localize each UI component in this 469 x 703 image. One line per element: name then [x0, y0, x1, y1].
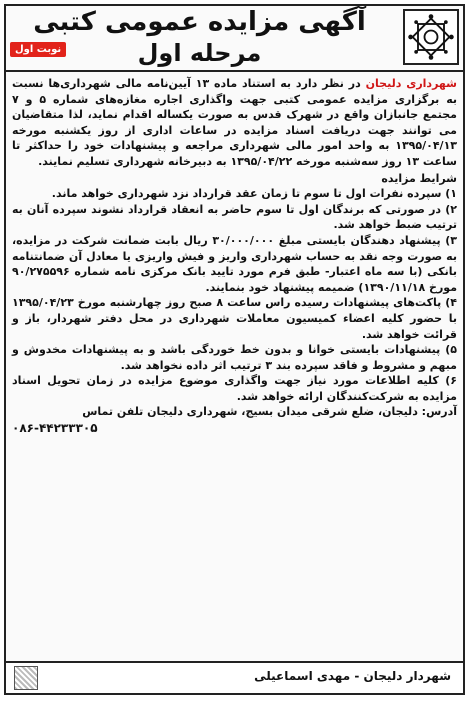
condition-item: ۴) پاکت‌های پیشنهادات رسیده راس ساعت ۸ صبح روز چهارشنبه مورخ ۱۳۹۵/۰۴/۲۳ با حضور کلیه اعضاء کمیسیون معاملات شهرداری در محل دفتر شهردار، باز و قرائت خواهد شد.	[12, 296, 457, 341]
signature-line: شهردار دلیجان - مهدی اسماعیلی	[254, 669, 451, 683]
publication-stamp-icon	[14, 666, 38, 690]
organization-name: شهرداری دلیجان	[365, 77, 457, 90]
advertisement-card	[4, 4, 465, 695]
conditions-heading: شرایط مزایده	[381, 171, 457, 185]
condition-item: ۶) کلیه اطلاعات مورد نیاز جهت واگذاری موضوع مزایده در زمان تحویل اسناد مزایده به شرکت‌کنندگان ارائه خواهد شد.	[12, 374, 457, 403]
ad-title: آگهی مزایده عمومی کتبی	[33, 7, 366, 37]
ad-body	[6, 72, 463, 437]
edition-badge: نوبت اول	[10, 42, 66, 57]
ad-footer	[6, 661, 463, 693]
condition-item: ۱) سپرده نفرات اول تا سوم تا زمان عقد قرارداد نزد شهرداری خواهد ماند.	[51, 187, 457, 201]
municipality-emblem-icon	[403, 9, 459, 65]
intro-paragraph	[12, 76, 457, 170]
ad-header	[6, 6, 463, 72]
condition-item: ۲) در صورتی که برندگان اول تا سوم حاضر به انعقاد قرارداد نشوند سپرده آنان به ترتیب ضبط خواهد شد.	[12, 202, 457, 232]
condition-item: ۳) پیشنهاد دهندگان بایستی مبلغ ۳۰/۰۰۰/۰۰۰ ریال بابت ضمانت شرکت در مزایده، به صورت وجه نقد به حساب شهرداری واریز و فیش واریزی یا معادل آن ضمانتنامه بانکی (با سه ماه اعتبار- طبق فرم مورد تایید بانک مرکزی نامه شماره ۹۰/۲۷۵۵۹۶ مورخ ۱۳۹۰/۱۱/۱۸) ضمیمه پیشنهاد خود بنمایند.	[12, 233, 457, 294]
ad-subtitle: مرحله اول	[137, 39, 262, 67]
intro-text: در نظر دارد به استناد ماده ۱۳ آیین‌نامه مالی شهرداری‌ها نسبت به برگزاری مزایده عمومی کتبی جهت واگذاری اجاره مغازه‌های شماره ۵ و ۷ مجتمع جانبازان واقع در شهرک قدس به صورت یکساله اقدام نماید، لذا متقاضیان می توانند جهت دریافت اسناد مزایده در ساعات اداری از روز یکشنبه مورخه ۱۳۹۵/۰۴/۱۳ به واحد امور مالی شهرداری مراجعه و پیشنهادات خود را حداکثر تا ساعت ۱۳ روز سه‌شنبه مورخه ۱۳۹۵/۰۴/۲۲ به دبیرخانه شهرداری تسلیم نمایند.	[12, 77, 457, 168]
contact-address: آدرس: دلیجان، ضلع شرقی میدان بسیج، شهرداری دلیجان تلفن تماس	[82, 405, 457, 419]
condition-item: ۵) پیشنهادات بایستی خوانا و بدون خط خوردگی باشد و به پیشنهادات مخدوش و مبهم و مشروط و فاقد سپرده بند ۳ ترتیب اثر داده نخواهد شد.	[12, 343, 457, 372]
contact-phone: ۰۸۶-۴۴۲۳۳۳۰۵	[12, 421, 98, 436]
